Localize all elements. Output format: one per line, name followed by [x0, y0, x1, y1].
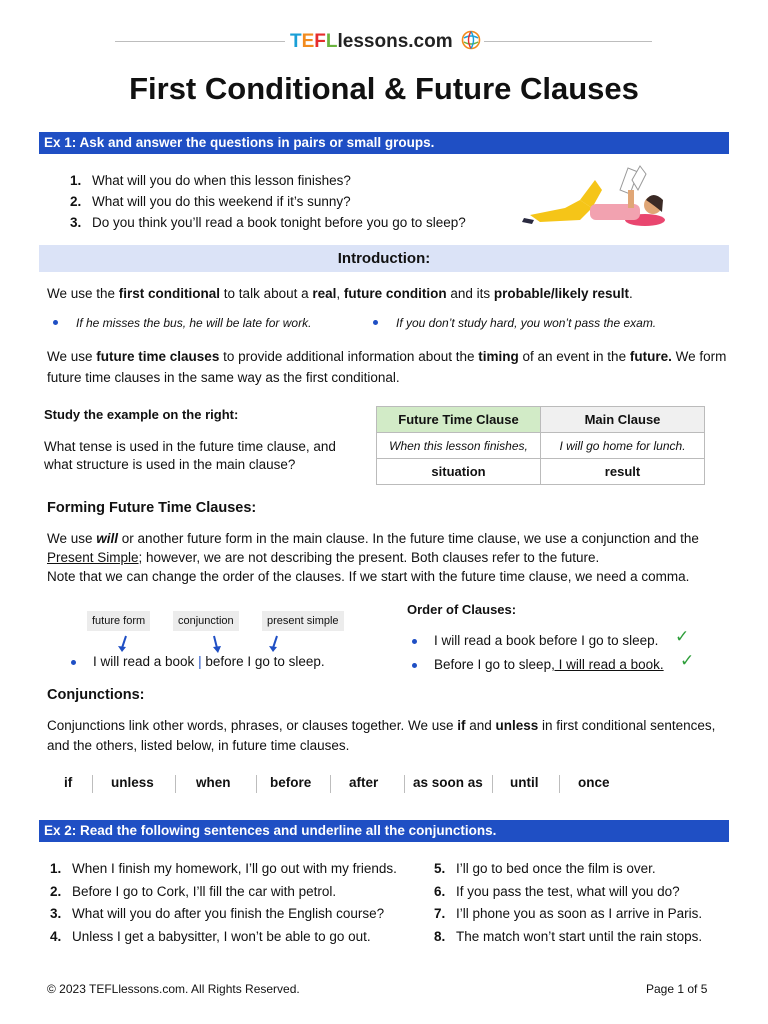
forming-example-sentence: I will read a book | before I go to sleep. — [93, 654, 325, 669]
checkmark-icon: ✓ — [675, 627, 690, 646]
checkmark-icon: ✓ — [680, 651, 695, 670]
intro-paragraph-1: We use the first conditional to talk about a real, future condition and its probable/likely result. — [47, 286, 633, 301]
order-example-1: I will read a book before I go to sleep. — [434, 633, 659, 648]
conjunction-until: until — [510, 775, 539, 790]
introduction-heading: Introduction: — [39, 245, 729, 272]
bullet — [412, 663, 417, 668]
reading-person-illustration — [520, 160, 680, 230]
list-item: 7. I’ll phone you as soon as I arrive in Paris. — [434, 906, 703, 921]
list-item: 3. Do you think you’ll read a book tonight before you go to sleep? — [70, 215, 466, 230]
list-item: 3. What will you do after you finish the English course? — [50, 906, 385, 921]
bullet — [71, 660, 76, 665]
bullet — [373, 320, 378, 325]
table-cell: When this lesson finishes, — [377, 433, 541, 459]
conjunction-before: before — [270, 775, 312, 790]
conjunctions-paragraph: Conjunctions link other words, phrases, or clauses together. We use if and unless in first conditional sentences, and the others, listed below, in future time clauses. — [47, 718, 716, 753]
bullet — [53, 320, 58, 325]
list-item: 1. What will you do when this lesson finishes? — [70, 173, 351, 188]
divider — [330, 775, 331, 793]
divider — [175, 775, 176, 793]
globe-icon — [461, 30, 481, 50]
label-conjunction: conjunction — [173, 611, 239, 631]
intro-paragraph-2: We use future time clauses to provide additional information about the timing of an event in the future. We form future time clauses in the same way as the first conditional. — [47, 349, 727, 385]
conjunction-if: if — [64, 775, 73, 790]
label-present-simple: present simple — [262, 611, 344, 631]
example-table — [376, 406, 705, 485]
list-item: 5. I’ll go to bed once the film is over. — [434, 861, 656, 876]
divider — [92, 775, 93, 793]
study-question: What tense is used in the future time clause, and what structure is used in the main clause? — [44, 439, 336, 472]
table-cell: situation — [377, 459, 541, 485]
list-item: 4. Unless I get a babysitter, I won’t be able to go out. — [50, 928, 371, 944]
order-heading: Order of Clauses: — [407, 602, 517, 617]
conjunction-as-soon-as: as soon as — [413, 775, 483, 790]
list-item: 2. What will you do this weekend if it’s sunny? — [70, 194, 351, 209]
example-sentence-2: If you don’t study hard, you won’t pass the exam. — [396, 316, 657, 330]
study-heading: Study the example on the right: — [44, 407, 239, 422]
forming-heading: Forming Future Time Clauses: — [47, 500, 257, 516]
arrow-icon — [264, 634, 284, 654]
conjunction-unless: unless — [111, 775, 154, 790]
ex2-heading-bar: Ex 2: Read the following sentences and underline all the conjunctions. — [39, 820, 729, 842]
divider — [559, 775, 560, 793]
header-rule-right — [484, 41, 652, 42]
conjunctions-heading: Conjunctions: — [47, 687, 145, 703]
list-item: 2. Before I go to Cork, I’ll fill the car with petrol. — [50, 883, 337, 899]
table-header-main-clause: Main Clause — [541, 407, 705, 433]
logo: TEFLlessons.com — [290, 30, 481, 53]
arrow-icon — [114, 634, 134, 654]
list-item: 6. If you pass the test, what will you do? — [434, 883, 680, 899]
conjunction-after: after — [349, 775, 379, 790]
page-title: First Conditional & Future Clauses — [129, 71, 639, 106]
copyright: © 2023 TEFLlessons.com. All Rights Reserved. — [47, 982, 300, 996]
ex1-heading-bar: Ex 1: Ask and answer the questions in pairs or small groups. — [39, 132, 729, 154]
example-sentence-1: If he misses the bus, he will be late for work. — [76, 316, 312, 330]
table-cell: I will go home for lunch. — [541, 433, 705, 459]
forming-paragraph: We use will or another future form in the main clause. In the future time clause, we use a conjunction and the Present Simple; however, we are not describing the present. Both clauses refer to the future. Note that we can change the order of the clauses. If we start with the future time clause, we need a comma. — [47, 531, 699, 584]
divider — [256, 775, 257, 793]
divider — [492, 775, 493, 793]
divider — [404, 775, 405, 793]
bullet — [412, 639, 417, 644]
list-item: 8. The match won’t start until the rain stops. — [434, 928, 703, 944]
table-cell: result — [541, 459, 705, 485]
header-rule-left — [115, 41, 285, 42]
table-header-future-time-clause: Future Time Clause — [377, 407, 541, 433]
ex1-question-list — [70, 170, 466, 233]
arrow-icon — [206, 634, 226, 654]
ex2-list-right — [434, 858, 702, 948]
list-item: 1. When I finish my homework, I’ll go out with my friends. — [50, 861, 397, 876]
page-number: Page 1 of 5 — [646, 982, 708, 996]
ex2-list-left — [50, 858, 397, 948]
conjunction-when: when — [196, 775, 231, 790]
conjunction-once: once — [578, 775, 610, 790]
order-example-2: Before I go to sleep, I will read a book. — [434, 657, 664, 672]
label-future-form: future form — [87, 611, 150, 631]
